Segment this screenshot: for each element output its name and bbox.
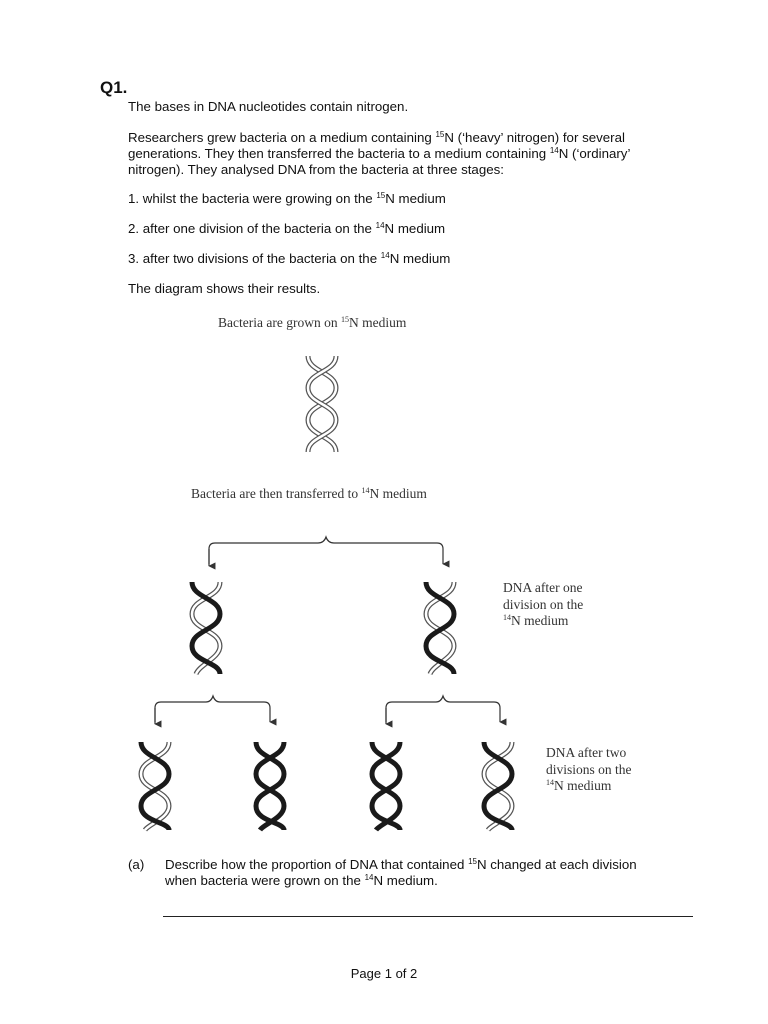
page-footer: Page 1 of 2	[350, 966, 418, 981]
bracket-second-division-right	[386, 696, 500, 722]
stage-2: 2. after one division of the bacteria on the $^{14}$N medium	[128, 221, 446, 236]
two-divisions-caption: DNA after two divisions on the $^{14}$N medium	[546, 745, 632, 793]
bracket-second-division-left	[155, 696, 270, 722]
diagram-intro: The diagram shows their results.	[128, 281, 321, 296]
answer-line[interactable]	[163, 916, 693, 917]
method-line-1: Researchers grew bacteria on a medium containing $^{15}$N (‘heavy’ nitrogen) for several	[128, 130, 625, 145]
transfer-label: Bacteria are then transferred to $^{14}$N medium	[191, 486, 427, 501]
dna-helix-gen2-3	[372, 742, 400, 830]
method-line-3: nitrogen). They analysed DNA from the bacteria at three stages:	[128, 162, 504, 177]
dna-helix-gen2-4	[484, 742, 512, 830]
bracket-first-division	[209, 537, 443, 564]
method-line-2: generations. They then transferred the bacteria to a medium containing $^{14}$N (‘ordinary’	[128, 146, 631, 161]
stage-3: 3. after two divisions of the bacteria on the $^{14}$N medium	[128, 251, 451, 266]
part-a-label: (a)	[128, 857, 145, 872]
one-division-caption: DNA after one division on the $^{14}$N medium	[503, 580, 584, 628]
part-a-question: Describe how the proportion of DNA that contained $^{15}$N changed at each division when bacteria were grown on the $^{14}$N medium.	[165, 857, 637, 888]
intro-text: The bases in DNA nucleotides contain nitrogen.	[128, 99, 409, 114]
dna-helix-gen1-left	[192, 582, 220, 674]
dna-helix-gen2-1	[141, 742, 169, 830]
grown-label: Bacteria are grown on $^{15}$N medium	[218, 315, 407, 330]
dna-helix-gen2-2	[256, 742, 284, 830]
question-label: Q1.	[100, 78, 128, 97]
dna-helix-parent	[308, 356, 336, 452]
stage-1: 1. whilst the bacteria were growing on the $^{15}$N medium	[128, 191, 446, 206]
dna-helix-gen1-right	[426, 582, 454, 674]
